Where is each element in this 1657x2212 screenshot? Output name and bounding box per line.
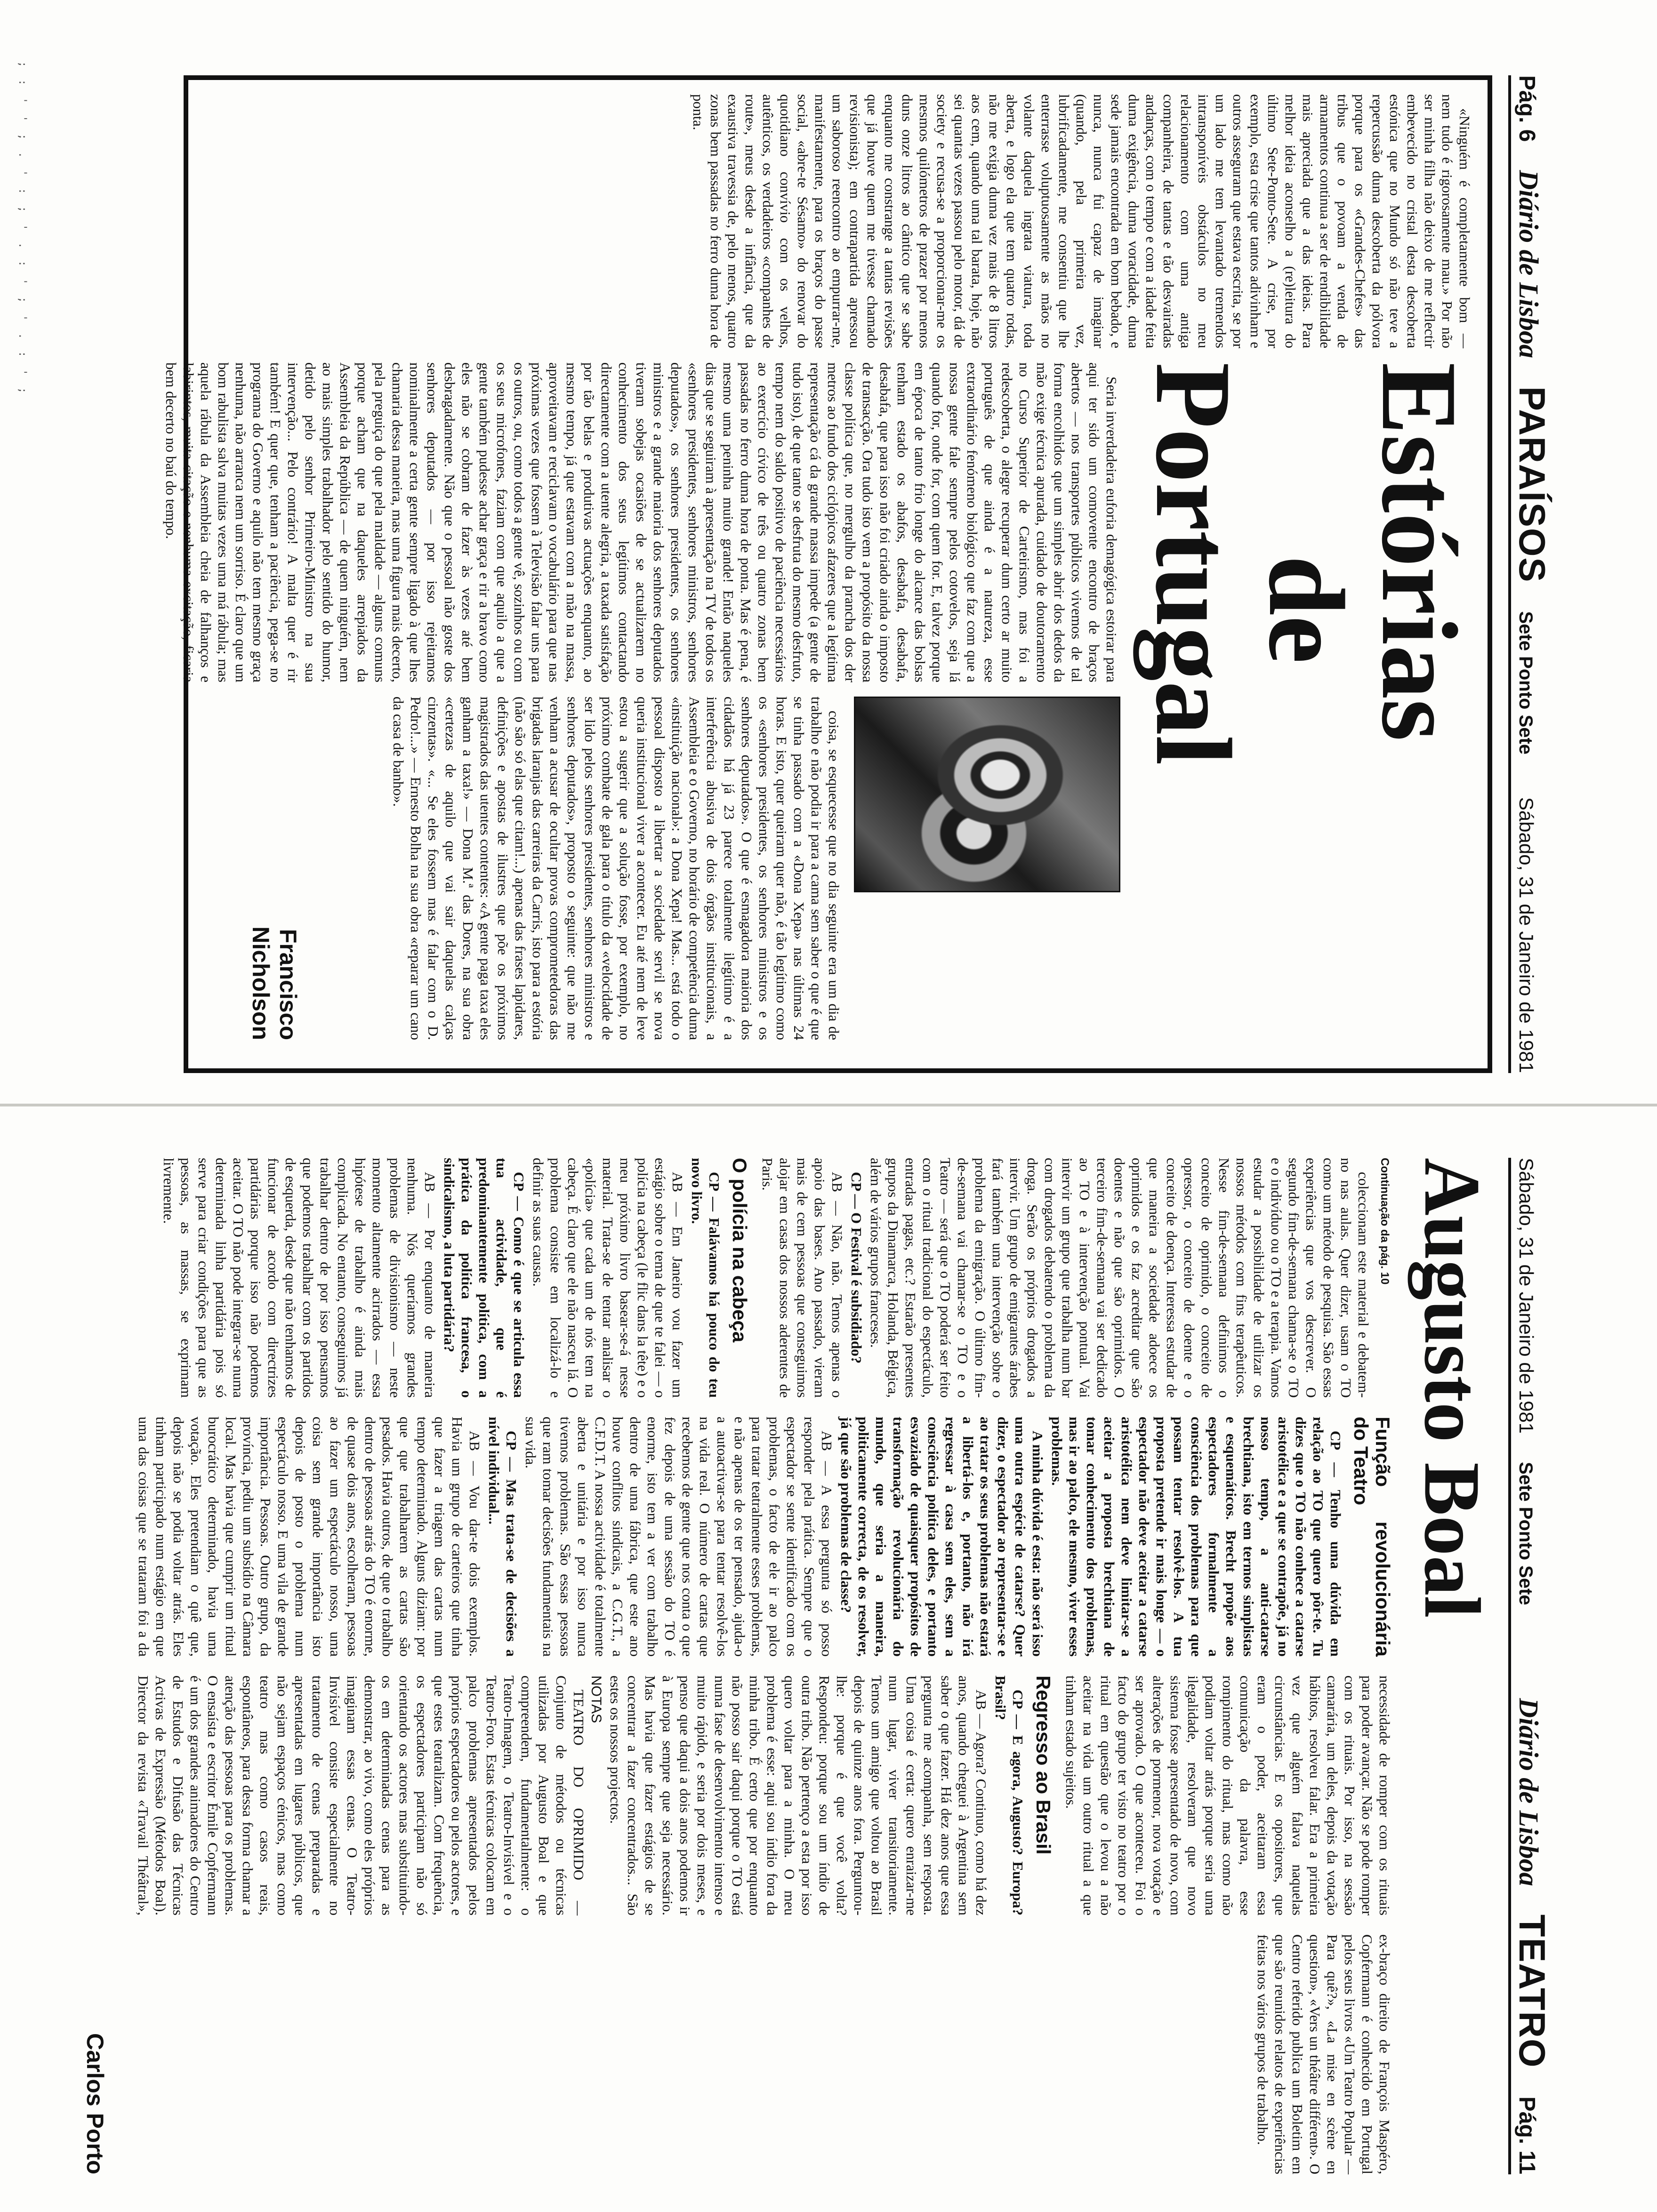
notes-text: TEATRO DO OPRIMIDO — Conjunto de métodos ou técnicas utilizadas por Augusto Boal e que compreendem, fundamentalmente: o Teatro-Imagem, o Teatro-Invisível e o Teatro-Foro. Estas técnicas colocam em palco problemas apresentados pelos próprios espectadores ou pelos actores, e que estes teatralizam. Com frequência, os espectadores participam não só orientando os actores mas substituindo-os em determinadas cenas para as demonstrar, ao vivo, como eles próprios imaginam essas cenas. O Teatro-Invisível consiste especialmente no tratamento de cenas preparadas e apresentadas em lugares públicos, que não sejam espaços cénicos, mas como teatro mas como casos reais, espontâneos, para dessa forma chamar a atenção das pessoas para os problemas. O ensaísta e escritor Émile Copfermann é um dos grandes animadores do Centro de Estudos e Difusão das Técnicas Activas de Expressão (Métodos Boal). Director da revista «Travail Théâtral», ex-braço direito de François Maspéro, Copfermann é conhecido em Portugal pelos seus livros «Um Teatro Popular — Para quê?», «La mise en scène en question», «Vers un théâtre différent». O Centro referido publica um Boletim em que são reunidos relatos de experiências feitas nos vários grupos de trabalho. bbox=[135, 1675, 1393, 2174]
section-title: PARAÍSOS bbox=[1512, 386, 1553, 583]
question: CP — O Festival é subsidiado? bbox=[848, 1172, 865, 1364]
article-box bbox=[163, 75, 1492, 1073]
subheading: O polícia na cabeça bbox=[729, 1158, 751, 1343]
subheading: Regresso ao Brasil bbox=[1032, 1675, 1054, 1855]
author-byline bbox=[247, 880, 301, 1040]
section-subtitle: Sete Ponto Sete bbox=[1515, 611, 1536, 755]
article-title: Augusto Boal bbox=[1408, 1158, 1496, 1618]
question: CP — E agora, Augusto? Europa? Brasil? bbox=[992, 1675, 1026, 1915]
question: CP — Mas trata-se de decisões a nível individual... bbox=[486, 1417, 520, 1657]
question: CP — Falávamos há pouco do teu novo livro. bbox=[689, 1158, 723, 1398]
column-text: Seria inverdadeira euforia demagógica estoirar para aqui ter sido um comovente encontro de braços abertos — nos transportes públicos vivemos de tal forma encolhidos que um simples abrir dos dedos da mão exige técnica apurada, cuidado de doutoramento no Curso Superior de Carteirismo, mas foi a redescoberta, o alegre recuperar dum certo ar muito português de que ainda é a natureza, esse extraordinário fenómeno biológico que faz com que a nossa gente fale sempre pelos cotovelos, seja lá quando for, onde for, com quem for. E, talvez porque em época de tanto frio longe do alcance das bolsas tenham estado os abafos, desabafa, desabafa, desabafa, que para isso não foi criado ainda o imposto de transacção. Ora tudo isto vem a propósito da nossa classe política que, no mergulho da prancha dos der metros ao fundo dos ciclópicos afazeres que a legítima representação cá da grande massa impede (a gente de tudo isto), de que tanto se desfruta do mesmo desfruto, tempo nem do saldo positivo de paciência necessários ao exercício cívico de três ou quatro zonas bem passadas no ferro duma hora de ponta. Mas é pena, é mesmo uma peninha muito grande! Então naqueles dias que se seguiram à apresentação na TV de todos os «senhores presidentes, senhores ministros, senhores deputados», os senhores presidentes, os senhores ministros e a grande maioria dos senhores deputados tiveram sobejas ocasiões de se actualizarem no conhecimento dos seus legítimos contactando directamente com a utente alegria, a taxada satisfação por tão belas e produtivas actuações enquanto, ao mesmo tempo, já que estavam com a mão na massa, aproveitavam e reciclavam o vocabulário para que nas próximas vezes que fossem à Televisão falar uns para os outros, ou, como todos a gente vê, sozinhos ou com os seus microfones, faziam com que aquilo a que a gente também pudesse achar graça e rir a bravo como eles não se cobram de fazer às vezes até bem desbragadamente. Não que o pessoal não goste dos senhores deputados — por isso rejeitamos nominalmente a certa gente sempre ligado à que lhes chamaria dessa maneira, mas uma figura mais decerto, pela preguiça do que pela maldade — alguns comuns porque acham que na daqueles arrepiados da Assembleia da República — de quem ninguém, nem ao mais simples trabalhador pelo sentido do humor, detido pelo senhor Primeiro-Ministro na sua intervenção... Pelo contrário! A malta quer é rir também! E quer que, tenham a paciência, pega-se no programa do Governo e aquilo não tem mesmo graça nenhuma, não arranca nem um sorriso. É claro que um bom rabulista salva muitas vezes uma má rábula; mas aquela rábula da Assembleia cheia de falhanços e labirintos, muita citação e nenhuma excitação, ficaria bem decerto no baú do tempo. bbox=[163, 362, 1120, 682]
paragraph: coleccionam este material e debatem-no nas aulas. Quer dizer, usam o TO como um método de pesquisa. São essas experiências que vos descrever. O segundo fim-de-semana chama-se o TO e o indivíduo ou o TO e a terapia. Vamos estudar a possibilidade de utilizar os nossos métodos com fins terapêuticos. Nesse fim-de-semana definimos o conceito de oprimido, o conceito de opressor, o conceito de doente e o conceito de doença. Interessa estudar de que maneira a sociedade adoece os oprimidos e os faz acreditar que são doentes e não que são oprimidos. O terceiro fim-de-semana vai ser dedicado ao TO e à intervenção pontual. Vai intervir um grupo que trabalha num bar com drogados debatendo o problema da droga. Serão os próprios drogados a intervir. Um grupo de emigrantes árabes fará também uma intervenção sobre o problema da emigração. O último fim-de-semana vai chamar-se o TO e o Teatro — será que o TO poderá ser feito com o ritual tradicional do espectáculo, entradas pagas, etc.? Estarão presentes grupos da Dinamarca, Holanda, Bélgica, além de vários grupos franceses. bbox=[868, 1158, 1372, 1398]
header-rule bbox=[1508, 75, 1511, 1073]
continuation-note: Continuação da pág. 10 bbox=[1378, 1158, 1391, 1285]
answer: AB — Em Janeiro vou fazer um estágio sobre o tema de que te falei — o polícia na cabeça (le flic dans la tête) e o meu próximo livro basear-se-á nesse material. Trata-se de tentar analisar o «polícia» que cada um de nós tem na cabeça. É claro que ele não nasceu lá. O problema consiste em localizá-lo e definir as suas causas. bbox=[530, 1158, 686, 1398]
page-number: Pág. 6 bbox=[1514, 75, 1539, 142]
article-title-line-3: Portugal bbox=[1134, 362, 1254, 765]
section-subtitle: Sete Ponto Sete bbox=[1515, 1462, 1536, 1605]
left-page-header bbox=[1511, 75, 1553, 1073]
column-text: coisa, se esquecesse que no dia seguinte era um dia de trabalho e não podia ir para a cama sem saber o que é que se tinha passado com a «Dona Xepa» nas últimas 24 horas. E isto, quer queiram quer não, é tão legítimo como os «senhores presidentes, os senhores ministros e os senhores deputados». O que é esmagadora maioria dos cidadãos há já 23 parece totalmente ilegítimo é a interferência abusiva de dois órgãos institucionais, a Assembleia e o Governo, no horário de competência duma «instituição nacional»: a Dona Xepa! Mas... está todo o pessoal disposto a libertar a sociedade servil se nova queria institucional viver a acontecer. Eu até nem de leve estou a sugerir que a solução fosse, por exemplo, no próximo combate de gala para o título da «velocidade de ser lido pelos senhores presidentes, senhores ministros e senhores deputados», proposto o seguinte: que não me venham a acusar de ocultar provas comprometedoras das brigadas laranjas das carreiras da Carris, isto para a estória (não são só elas que citam!...) apenas das frases lapidares, definições e apostas de ilustres que põe os próximos magistrados das utentes contentes: «A gente paga taxa eles ganham a taxa!» — Dona M.ª das Dores, na sua obra «certezas de aquilo que vai sair daquelas calças cinzentas». «... Se eles fossem mas é falar com o D. Pedro!...» — Ernesto Bolha na sua obra «reparar um cano da casa de banho». bbox=[390, 697, 842, 1040]
page-number: Pág. 11 bbox=[1514, 2096, 1539, 2174]
answer: AB — Agora? Continuo, como há dez anos, quando cheguei à Argentina sem saber o que fazer. Há dez anos que essa pergunta me acompanha, sem resposta. Uma coisa é certa: quero enraizar-me num lugar, viver transitoriamente. Temos um amigo que voltou ao Brasil depois de quinze anos fora. Perguntou-lhe: porque é que você volta? Respondeu: porque sou um índio de outra tribo. Não pertenço a esta por isso quero voltar para a minha. O meu problema é esse: aqui sou índio fora da minha tribo. É certo que por enquanto não posso sair daqui porque o TO está numa fase de desenvolvimento intenso e muito rápido, e seria por dois meses, e penso que daqui a dois anos podemos ir à Europa sempre que seja necessário. Mas havia que fazer estágios de se concentrar a fazer concentrados... São estes os nossos projectos. bbox=[607, 1675, 989, 1915]
notes-heading: NOTAS bbox=[588, 1675, 604, 1723]
question: CP — Como é que se articula essa tua actividade, que é predominantemente política, com a prática da política francesa, o sindicalismo, a luta partidária? bbox=[441, 1158, 527, 1398]
right-page bbox=[42, 1139, 1572, 2193]
question: A minha dúvida é esta: não será isso uma outra espécie de catarse? Quer dizer, o espectador ao representar-se e ao tratar os seus problemas não estará a libertá-los e, portanto, não irá regressar à casa sem eles, sem a consciência política deles, e portanto esvaziado de quaisquer propósitos de transformação revolucionária do mundo, que seria a maneira, politicamente correcta, de os resolver, já que são problemas de classe? bbox=[838, 1417, 1046, 1657]
issue-date: Sábado, 31 de Janeiro de 1981 bbox=[1515, 797, 1537, 1073]
page-fold-line bbox=[0, 1104, 1657, 1106]
interview-columns bbox=[122, 1158, 1393, 2174]
right-page-header bbox=[1511, 1158, 1553, 2174]
article-photo bbox=[854, 697, 1120, 892]
masthead: Diário de Lisboa bbox=[1513, 1698, 1544, 1886]
article-title-line-2: de bbox=[1247, 555, 1367, 664]
question: CP — Tenho uma dúvida em relação ao TO que quero pôr-te. Tu dizes que o TO não conhece a catarse aristotélica e a que se contrapõe, já no nosso tempo, a anti-catarse brechtiana, isto em termos simplistas e esquemáticos. Brecht propõe aos espectadores formalmente a consciência dos problemas para que possam tentar resolvê-los. A tua proposta pretende ir mais longe — o espectador não deve aceitar a catarse aristotélica nem deve limitar-se a aceitar a proposta brechtiana de tomar conhecimento dos problemas, mas ir ao palco, ele mesmo, viver esses problemas. bbox=[1049, 1417, 1344, 1657]
author-byline: Carlos Porto bbox=[82, 2033, 108, 2174]
issue-date: Sábado, 31 de Janeiro de 1981 bbox=[1515, 1158, 1537, 1434]
author-last-name: Nicholson bbox=[248, 926, 274, 1040]
left-page bbox=[42, 56, 1572, 1092]
answer: AB — Vou dar-te dois exemplos. Havia um grupo de carteiros que tinha que fazer a triagem das cartas num tempo determinado. Alguns diziam: por que que trabalharem as cartas são pesados. Havia outros, de que o trabalho dentro de pessoas atrás do TO é enorme, de quase dois anos, escolheram, pessoas ao fazer um espectáculo nosso, uma coisa sem grande importância isto depois de posto o problema num espectáculo nosso. E uma vila de grande importância. Pessoas. Outro grupo, da província, pediu um subsídio na Câmara local. Mas havia que cumprir um ritual burocrático determinado, havia uma votação. Eles pretendiam o quê que, depois não se podia voltar atrás. Eles tinham participado num estágio em que uma das coisas que se trataram foi a da necessidade de romper com os rituais para poder avançar. Não se pode romper com os rituais. Por isso, na sessão camarária, um deles, depois da votação hábitos, resolveu falar. Era a primeira vez que alguém falava naquelas circunstâncias. E os opositores, que eram o poder, aceitaram essa comunicação da palavra, esse rompimento do ritual, mas como não podiam voltar atrás porque seria uma ilegalidade, resolveram que novo sistema fosse apresentado de novo, com alterações de pormenor, nova votação e ser aprovado. O que aconteceu. Foi o facto do grupo ter visto no teatro por o ritual em questão que o levou a não aceitar na vida um outro ritual a que tinham estado sujeitos. bbox=[136, 1417, 1393, 1915]
header-rule bbox=[1508, 1158, 1511, 2174]
article-column-2 bbox=[163, 362, 1120, 682]
answer: AB — Não, não. Temos apenas o apoio das bases. Ano passado, vieram mais de cem pessoas que conseguimos alojar em casas dos nossos aderentes de Paris. bbox=[759, 1158, 845, 1398]
masthead: Diário de Lisboa bbox=[1513, 170, 1544, 358]
article-column-3 bbox=[315, 697, 843, 1040]
answer: AB — A essa pergunta só posso responder pela prática. Sempre que o espectador se sente identificado com os problemas, o facto de ele ir ao palco para tratar teatralmente esses problemas, e não apenas de os ter pensado, ajuda-o a autoactivar-se para tentar resolvê-los na vida real. O número de cartas que recebemos de gente que nos conta o que fez depois de uma sessão do TO é enorme, isto tem a ver com trabalho dentro de uma fábrica, que este ano houve conflitos sindicais, a C.G.T., a C.F.D.T. A nossa actividade é totalmente aberta e unitária e por isso nunca tivemos problemas. São essas pessoas que ram tomar decisões fundamentais na sua vida. bbox=[523, 1417, 835, 1657]
article-title-line-1: Estórias bbox=[1359, 362, 1480, 741]
column-text: «Ninguém é completamente bom — nem tudo é rigorosamente mau.» Por não ser minha filha não deixo de me reflectir embevecido no cristal desta descoberta estónica que no Mundo só não teve a repercussão duma descoberta da pólvora porque para os «Grandes-Chefes» das tribus que o povoam a venda de armamentos continua a ser de rendibilidade mais apreciada que a das ideias. Para melhor ideia aconselho a (re)leitura do último Sete-Ponto-Sete. A crise, por exemplo, esta crise que tantos adivinham e outros asseguram que estava escrita, se por um lado me tem levantado tremendos intransponíveis obstáculos no meu relacionamento com uma antiga companheira, de tantas e tão desvairadas andanças, com o tempo e com a idade feita duma exigência, duma voracidade, duma sede jamais encontrada em bom bebado, e nunca, nunca fui capaz de imaginar (quando, pela primeira vez, lubrificadamente, me consentiu que lhe enterrasse voluptuosamente as mãos no volante daquela ingrata viatura, toda aberta, e logo ela que tem quatro rodas, não me exigia duma vez mais de 8 litros aos cem, quando uma tal barata, hoje, não sei quantas vezes passou pelo motor, dá de society e recusa-se a proporcionar-me os mesmos quilómetros de prazer por menos duns onze litros ao cântico que se sabe enquanto me constrange a tantas revisões que já houve quem me tivesse chamado revisionista); em contrapartida apressou um saboroso reencontro ao empurrar-me, manifestamente, para os braços do passe social, «abre-te Sésamo» do renovar do quotidiano convívio com os velhos, autênticos, os verdadeiros «companhes de route», meus desde a infância, que da exaustiva travessia de, pelo menos, quatro zonas bem passadas no ferro duma hora de ponta. bbox=[690, 94, 1473, 348]
article-column-1 bbox=[212, 94, 1473, 348]
answer: AB — Por enquanto de maneira nenhuma. Nós queríamos grandes problemas de divisionismo — neste momento altamente acirrados — essa hipótese de trabalho é ainda mais complicada. No entanto, conseguimos já trabalhar dentro de por isso pensamos que podemos trabalhar com os partidos de esquerda, desde que não tenhamos de funcionar de acordo com directrizes partidárias porque isso não podemos aceitar. O TO não pode integrar-se numa determinada linha partidária pois só serve para criar condições para que as pessoas, as massas, se exprimam livremente. bbox=[161, 1158, 438, 1398]
author-first-name: Francisco bbox=[275, 929, 301, 1040]
section-title: TEATRO bbox=[1512, 1914, 1553, 2068]
margin-marks: ; : ' ' ; . ' : ; ' . : ' ; ' . : ' ; bbox=[16, 61, 28, 397]
subheading: Função revolucionária do Teatro bbox=[1350, 1417, 1394, 1657]
